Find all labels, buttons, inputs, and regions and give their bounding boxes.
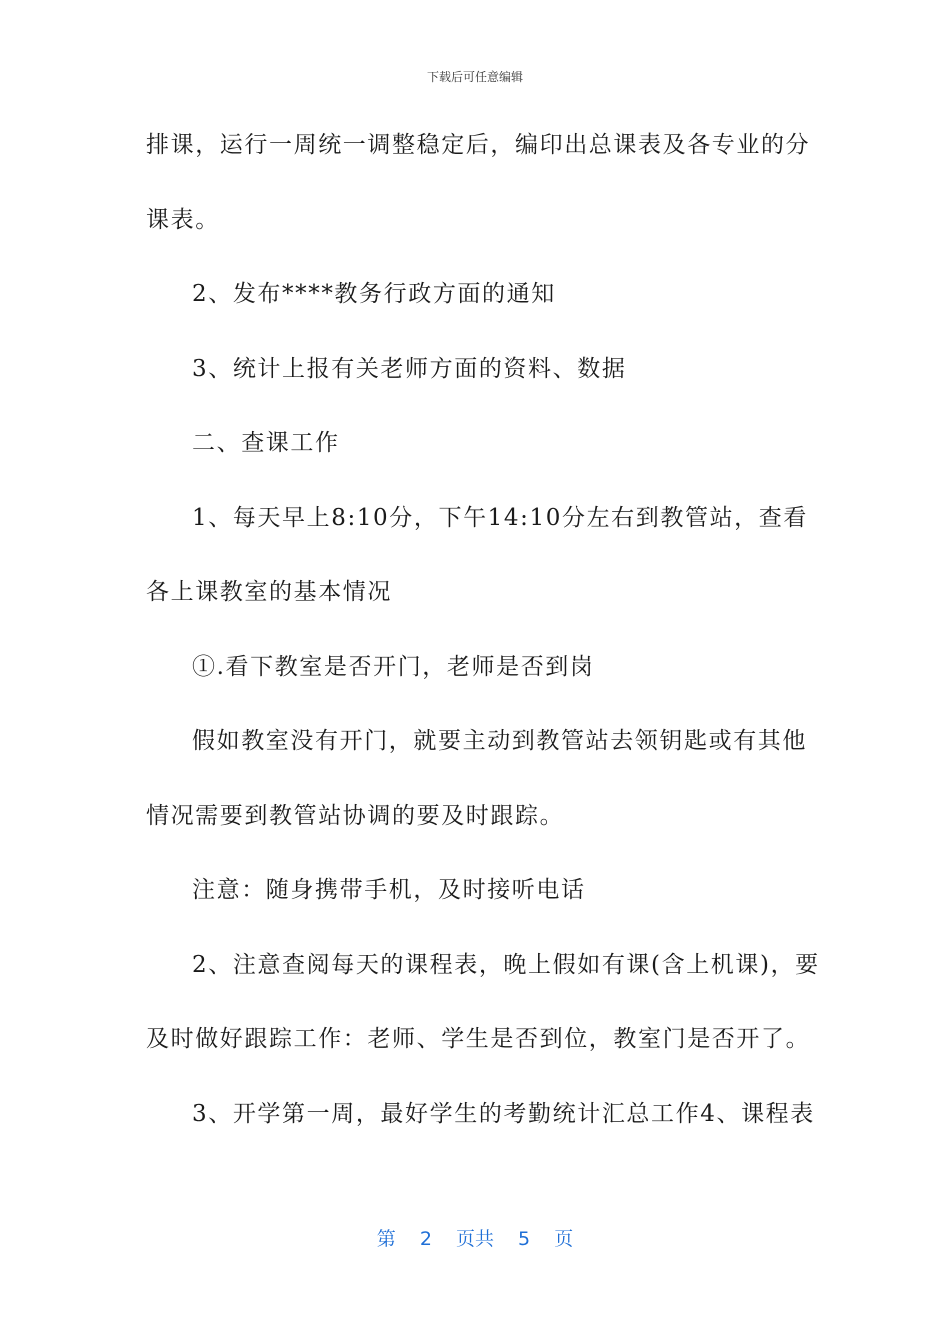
paragraph-line: 及时做好跟踪工作：老师、学生是否到位，教室门是否开了。 xyxy=(146,1026,811,1052)
current-page-number: 2 xyxy=(419,1228,432,1250)
paragraph-line: 各上课教室的基本情况 xyxy=(146,579,392,605)
paragraph-line: ①.看下教室是否开门，老师是否到岗 xyxy=(192,653,595,680)
page-header: 下载后可任意编辑 xyxy=(426,70,523,84)
paragraph-line: 1、每天早上8:10分，下午14:10分左右到教管站，查看 xyxy=(192,504,808,531)
document-body xyxy=(146,122,820,1165)
paragraph-line: 2、发布****教务行政方面的通知 xyxy=(192,281,556,307)
paragraph-line: 3、开学第一周，最好学生的考勤统计汇总工作4、课程表 xyxy=(192,1100,815,1127)
footer-prefix: 第 xyxy=(376,1228,396,1250)
paragraph-line: 排课，运行一周统一调整稳定后，编印出总课表及各专业的分 xyxy=(146,132,811,158)
page-footer xyxy=(0,1224,950,1251)
total-page-count: 5 xyxy=(518,1228,531,1250)
paragraph-line: 情况需要到教管站协调的要及时跟踪。 xyxy=(146,802,565,829)
footer-suffix: 页 xyxy=(554,1228,574,1250)
paragraph-line: 课表。 xyxy=(146,206,220,233)
paragraph-line: 2、注意查阅每天的课程表，晚上假如有课(含上机课)，要 xyxy=(192,951,820,978)
footer-middle: 页共 xyxy=(455,1228,494,1250)
section-heading: 二、查课工作 xyxy=(192,430,340,456)
paragraph-line: 假如教室没有开门，就要主动到教管站去领钥匙或有其他 xyxy=(192,728,807,754)
paragraph-line: 注意：随身携带手机，及时接听电话 xyxy=(192,877,586,903)
paragraph-line: 3、统计上报有关老师方面的资料、数据 xyxy=(192,355,627,382)
